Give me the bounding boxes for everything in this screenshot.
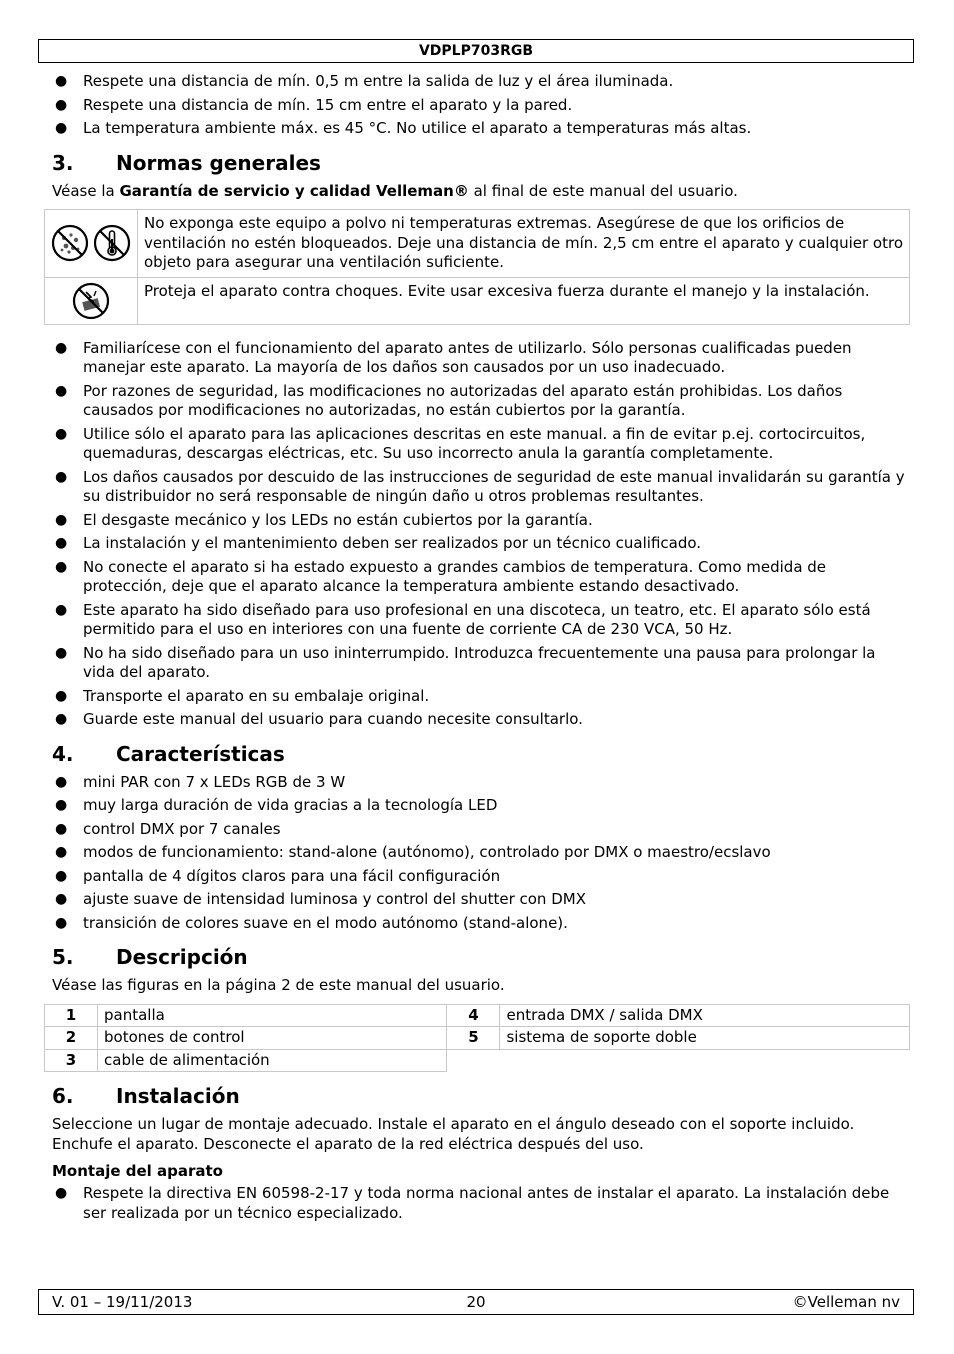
bullet-icon: ● bbox=[55, 711, 68, 727]
section-intro: Véase las figuras en la página 2 de este manual del usuario. bbox=[52, 976, 505, 994]
top-bullet-list bbox=[52, 72, 908, 139]
list-item: ● ajuste suave de intensidad luminosa y control del shutter con DMX bbox=[55, 890, 586, 908]
list-item: ● La temperatura ambiente máx. es 45 °C. No utilice el aparato a temperaturas más altas. bbox=[55, 119, 752, 137]
list-item: ● Este aparato ha sido diseñado para uso profesional en una discoteca, un teatro, etc. El aparato sólo está permitido para el uso en interiores con una fuente de corriente CA de 230 VCA, 50 Hz. bbox=[55, 600, 871, 638]
bullet-icon: ● bbox=[55, 867, 68, 884]
warning-text: Proteja el aparato contra choques. Evite usar excesiva fuerza durante el manejo y la instalación. bbox=[138, 277, 910, 324]
page-footer bbox=[38, 1289, 914, 1315]
bullet-icon: ● bbox=[55, 468, 68, 485]
table-row bbox=[45, 1004, 910, 1027]
bullet-icon: ● bbox=[55, 1185, 68, 1201]
empty-cell bbox=[447, 1049, 500, 1072]
part-name: entrada DMX / salida DMX bbox=[500, 1004, 910, 1027]
bullet-icon: ● bbox=[55, 339, 68, 356]
list-item: ● Familiarícese con el funcionamiento del aparato antes de utilizarlo. Sólo personas cualificadas pueden manejar este aparato. La mayoría de los daños son causados por un uso inadecuado. bbox=[55, 338, 852, 376]
list-item: ● Los daños causados por descuido de las instrucciones de seguridad de este manual invalidarán su garantía y su distribuidor no será responsable de ningún daño u otros problemas resultantes. bbox=[55, 467, 905, 505]
installation-list bbox=[52, 1184, 908, 1223]
part-name: pantalla bbox=[98, 1004, 447, 1027]
warning-icons-cell bbox=[45, 277, 138, 324]
list-item: ● pantalla de 4 dígitos claros para una fácil configuración bbox=[55, 866, 501, 885]
list-item: ● control DMX por 7 canales bbox=[55, 819, 281, 838]
part-name: sistema de soporte doble bbox=[500, 1027, 910, 1050]
version-label: V. 01 – 19/11/2013 bbox=[52, 1293, 193, 1311]
model-name: VDPLP703RGB bbox=[418, 43, 534, 59]
section-heading-instalacion: 6. Instalación bbox=[52, 1084, 240, 1108]
table-row bbox=[45, 277, 910, 324]
list-item: ● transición de colores suave en el modo autónomo (stand-alone). bbox=[55, 913, 568, 932]
warning-text: No exponga este equipo a polvo ni temperaturas extremas. Asegúrese de que los orificios de ventilación no estén bloqueados. Deje una distancia de mín. 2,5 cm entre el aparato y cualquier otro objeto para asegurar una ventilación suficiente. bbox=[138, 210, 910, 278]
table-row bbox=[45, 210, 910, 278]
page-header bbox=[38, 39, 914, 63]
bullet-icon: ● bbox=[55, 382, 68, 399]
bullet-icon: ● bbox=[55, 558, 68, 575]
bullet-icon: ● bbox=[55, 425, 68, 442]
section-intro: Véase la Garantía de servicio y calidad Velleman® al final de este manual del usuario. bbox=[52, 181, 738, 200]
copyright-label: ©Velleman nv bbox=[792, 1293, 900, 1311]
list-item: ● mini PAR con 7 x LEDs RGB de 3 W bbox=[55, 772, 346, 791]
bullet-icon: ● bbox=[55, 773, 68, 790]
list-item: ● No conecte el aparato si ha estado expuesto a grandes cambios de temperatura. Como medida de protección, deje que el aparato alcance la temperatura ambiente estando desactivado. bbox=[55, 557, 827, 595]
part-number: 2 bbox=[45, 1027, 98, 1050]
list-item: ● muy larga duración de vida gracias a la tecnología LED bbox=[55, 796, 498, 814]
bullet-icon: ● bbox=[55, 891, 68, 907]
bullet-icon: ● bbox=[55, 96, 68, 113]
page-content bbox=[52, 72, 908, 1227]
thermometer-icon bbox=[93, 224, 131, 262]
warning-table bbox=[44, 209, 910, 325]
section-intro: Seleccione un lugar de montaje adecuado. Instale el aparato en el ángulo deseado con el soporte incluido. Enchufe el aparato. Desconecte el aparato de la red eléctrica después del uso. bbox=[52, 1115, 855, 1153]
bullet-icon: ● bbox=[55, 820, 68, 837]
list-item: ● modos de funcionamiento: stand-alone (autónomo), controlado por DMX o maestro/ecslavo bbox=[55, 843, 771, 861]
description-table bbox=[44, 1004, 910, 1073]
section-heading-normas: 3. Normas generales bbox=[52, 150, 321, 175]
bullet-icon: ● bbox=[55, 535, 68, 551]
bullet-icon: ● bbox=[55, 120, 68, 136]
bullet-icon: ● bbox=[55, 73, 68, 89]
bullet-icon: ● bbox=[55, 511, 68, 528]
warning-icons-cell bbox=[45, 210, 138, 278]
part-name: botones de control bbox=[98, 1027, 447, 1050]
features-list bbox=[52, 773, 908, 934]
page-number: 20 bbox=[466, 1293, 486, 1311]
part-number: 1 bbox=[45, 1004, 98, 1027]
section-heading-descripcion: 5. Descripción bbox=[52, 945, 248, 969]
table-row bbox=[45, 1049, 910, 1072]
section-heading-caracteristicas: 4. Características bbox=[52, 741, 285, 766]
part-number: 4 bbox=[447, 1004, 500, 1027]
bullet-icon: ● bbox=[55, 601, 68, 618]
list-item: ● Respete una distancia de mín. 0,5 m entre la salida de luz y el área iluminada. bbox=[55, 72, 674, 90]
list-item: ● El desgaste mecánico y los LEDs no están cubiertos por la garantía. bbox=[55, 510, 593, 529]
list-item: ● La instalación y el mantenimiento deben ser realizados por un técnico cualificado. bbox=[55, 534, 702, 552]
part-name: cable de alimentación bbox=[98, 1049, 447, 1072]
bullet-icon: ● bbox=[55, 687, 68, 704]
bullet-icon: ● bbox=[55, 797, 68, 813]
list-item: ● Respete la directiva EN 60598-2-17 y toda norma nacional antes de instalar el aparato. La instalación debe ser realizada por un técnico especializado. bbox=[55, 1184, 890, 1222]
part-number: 3 bbox=[45, 1049, 98, 1072]
list-item: ● Por razones de seguridad, las modificaciones no autorizadas del aparato están prohibidas. Los daños causados por modificaciones no autorizadas, no están cubiertos por la garantía. bbox=[55, 381, 843, 419]
empty-cell bbox=[500, 1049, 910, 1072]
no-shock-icon bbox=[72, 282, 110, 320]
no-dust-icon bbox=[51, 224, 89, 262]
list-item: ● Transporte el aparato en su embalaje original. bbox=[55, 686, 430, 705]
bullet-icon: ● bbox=[55, 914, 68, 931]
list-item: ● Respete una distancia de mín. 15 cm entre el aparato y la pared. bbox=[55, 95, 573, 114]
table-row bbox=[45, 1027, 910, 1050]
list-item: ● Guarde este manual del usuario para cuando necesite consultarlo. bbox=[55, 710, 583, 728]
subheading-montaje: Montaje del aparato bbox=[52, 1162, 223, 1180]
list-item: ● No ha sido diseñado para un uso ininterrumpido. Introduzca frecuentemente una pausa para prolongar la vida del aparato. bbox=[55, 643, 876, 681]
list-item: ● Utilice sólo el aparato para las aplicaciones descritas en este manual. a fin de evitar p.ej. cortocircuitos, quemaduras, descargas eléctricas, etc. Su uso incorrecto anula la garantía completamente. bbox=[55, 424, 866, 462]
part-number: 5 bbox=[447, 1027, 500, 1050]
bullet-icon: ● bbox=[55, 644, 68, 661]
general-rules-list bbox=[52, 339, 908, 730]
bullet-icon: ● bbox=[55, 844, 68, 860]
